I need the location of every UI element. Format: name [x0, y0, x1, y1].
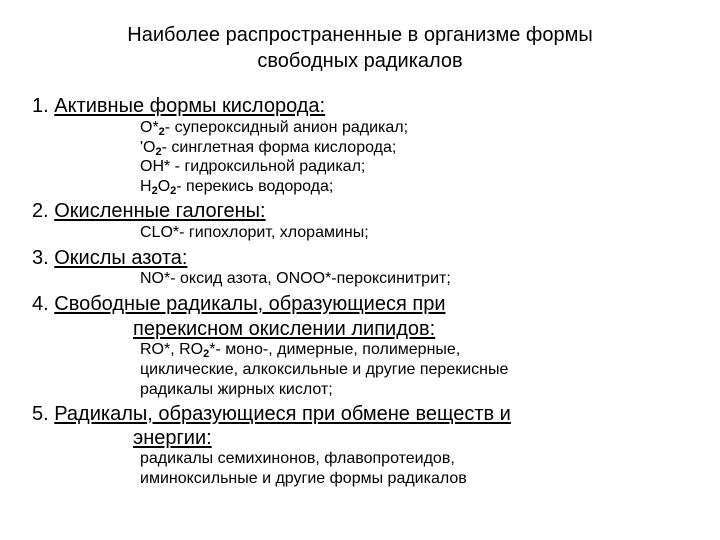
section-number: 1.	[32, 95, 49, 117]
section-number: 3.	[32, 247, 49, 269]
list-item: '$O_2-$ синглетная форма кислорода;	[140, 139, 397, 158]
section-4-heading	[32, 292, 446, 316]
title-line-1: Наиболее распространенные в организме формы	[127, 24, 593, 46]
section-title: Окислы азота:	[54, 247, 188, 269]
section-3-heading	[32, 246, 187, 270]
list-item: иминоксильные и другие формы радикалов	[140, 470, 467, 487]
section-title: Окисленные галогены:	[54, 200, 266, 222]
list-item: RO*, $RO_2*-$ моно-, димерные, полимерные,	[140, 341, 461, 360]
section-title: Свободные радикалы, образующиеся при	[54, 293, 446, 315]
section-title: Радикалы, образующиеся при обмене веществ и	[54, 403, 511, 425]
list-item: $O*_2-$ супероксидный анион радикал;	[140, 119, 409, 138]
section-5-heading	[32, 402, 511, 426]
section-5-heading-cont: энергии:	[133, 427, 212, 449]
section-number: 5.	[32, 403, 49, 425]
list-item: CLO*- гипохлорит, хлорамины;	[140, 224, 369, 241]
slide-title	[0, 22, 720, 74]
section-number: 2.	[32, 200, 49, 222]
section-title: Активные формы кислорода:	[54, 95, 326, 117]
list-item: радикалы жирных кислот;	[140, 381, 333, 398]
section-4-heading-cont: перекисном окислении липидов:	[133, 318, 436, 340]
list-item: циклические, алкоксильные и другие перекисные	[140, 361, 509, 378]
section-1-heading	[32, 94, 325, 118]
list-item: NO*- оксид азота, ONOO*-пероксинитрит;	[140, 270, 451, 287]
list-item: OH* - гидроксильной радикал;	[140, 158, 366, 175]
list-item: $H_2O_2-$ перекись водорода;	[140, 178, 334, 197]
section-number: 4.	[32, 293, 49, 315]
title-line-2: свободных радикалов	[257, 50, 463, 72]
list-item: радикалы семихинонов, флавопротеидов,	[140, 450, 455, 467]
section-2-heading	[32, 199, 266, 223]
